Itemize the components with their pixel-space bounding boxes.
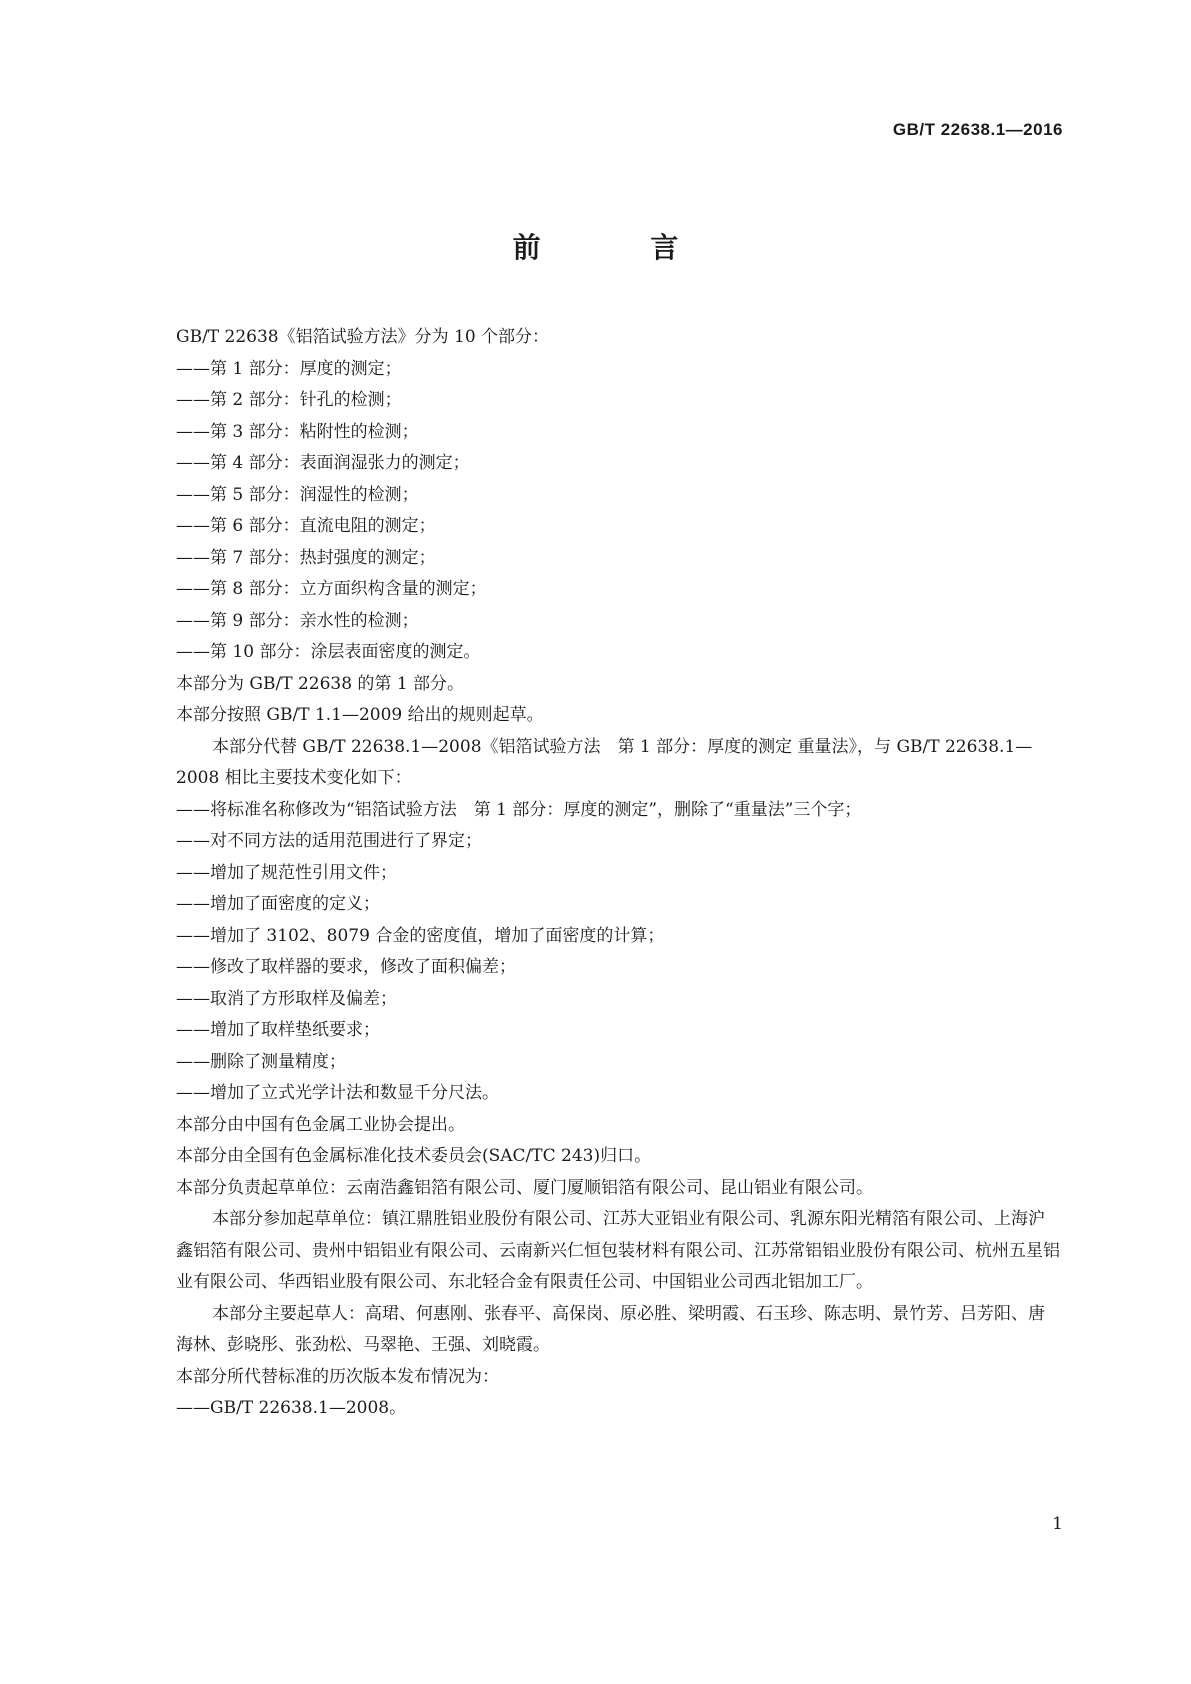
list-item: ——第 10 部分：涂层表面密度的测定。 — [176, 642, 481, 662]
list-item: ——第 7 部分：热封强度的测定； — [176, 547, 436, 568]
list-item: ——增加了 3102、8079 合金的密度值，增加了面密度的计算； — [176, 925, 665, 946]
standard-code: GB/T 22638.1—2016 — [892, 120, 1063, 139]
list-item: ——第 9 部分：亲水性的检测； — [176, 610, 419, 631]
proposed-by: 本部分由中国有色金属工业协会提出。 — [176, 1114, 465, 1135]
intro-paragraph: GB/T 22638《铝箔试验方法》分为 10 个部分： — [176, 327, 550, 347]
list-item: ——第 6 部分：直流电阻的测定； — [176, 516, 436, 536]
list-item: ——第 2 部分：针孔的检测； — [176, 390, 402, 410]
responsible-units: 本部分负责起草单位：云南浩鑫铝箔有限公司、厦门厦顺铝箔有限公司、昆山铝业有限公司。 — [176, 1177, 873, 1198]
list-item: ——对不同方法的适用范围进行了界定； — [176, 831, 482, 851]
statement-part: 本部分为 GB/T 22638 的第 1 部分。 — [176, 673, 465, 694]
list-item: ——第 1 部分：厚度的测定； — [176, 358, 402, 379]
history-intro: 本部分所代替标准的历次版本发布情况为： — [176, 1366, 499, 1387]
list-item: ——将标准名称修改为“铝箔试验方法 第 1 部分：厚度的测定”，删除了“重量法”三个字； — [176, 799, 862, 820]
list-item: ——增加了规范性引用文件； — [176, 862, 397, 883]
page-title: 前 言 — [512, 231, 729, 264]
participating-units: 本部分参加起草单位：镇江鼎胜铝业股份有限公司、江苏大亚铝业有限公司、乳源东阳光精箔有限公司、上海沪鑫铝箔有限公司、贵州中铝铝业有限公司、云南新兴仁恒包装材料有限公司、江苏常铝铝业股份有限公司、杭州五星铝业有限公司、华西铝业股有限公司、东北轻合金有限责任公司、中国铝业公司西北铝加工厂。 — [176, 1209, 1060, 1292]
list-item: ——增加了取样垫纸要求； — [176, 1020, 380, 1040]
list-item: ——取消了方形取样及偏差； — [176, 988, 397, 1009]
list-item: ——增加了立式光学计法和数显千分尺法。 — [176, 1083, 499, 1103]
page-number: 1 — [1052, 1514, 1063, 1534]
statement-rules: 本部分按照 GB/T 1.1—2009 给出的规则起草。 — [176, 705, 544, 725]
centralized-by: 本部分由全国有色金属标准化技术委员会(SAC/TC 243)归口。 — [176, 1146, 652, 1166]
foreword-body — [176, 322, 1061, 1425]
list-item: ——第 4 部分：表面润湿张力的测定； — [176, 453, 470, 473]
drafters: 本部分主要起草人：高珺、何惠刚、张春平、高保岗、原必胜、梁明霞、石玉珍、陈志明、景竹芳、吕芳阳、唐海林、彭晓彤、张劲松、马翠艳、王强、刘晓霞。 — [176, 1303, 1045, 1355]
list-item: ——GB/T 22638.1—2008。 — [176, 1398, 407, 1418]
list-item: ——增加了面密度的定义； — [176, 894, 380, 914]
list-item: ——第 3 部分：粘附性的检测； — [176, 421, 419, 442]
replaces-paragraph: 本部分代替 GB/T 22638.1—2008《铝箔试验方法 第 1 部分：厚度的测定 重量法》，与 GB/T 22638.1—2008 相比主要技术变化如下： — [176, 736, 1033, 788]
list-item: ——第 5 部分：润湿性的检测； — [176, 484, 419, 505]
list-item: ——修改了取样器的要求，修改了面积偏差； — [176, 957, 516, 977]
list-item: ——第 8 部分：立方面织构含量的测定； — [176, 579, 487, 599]
list-item: ——删除了测量精度； — [176, 1051, 346, 1072]
